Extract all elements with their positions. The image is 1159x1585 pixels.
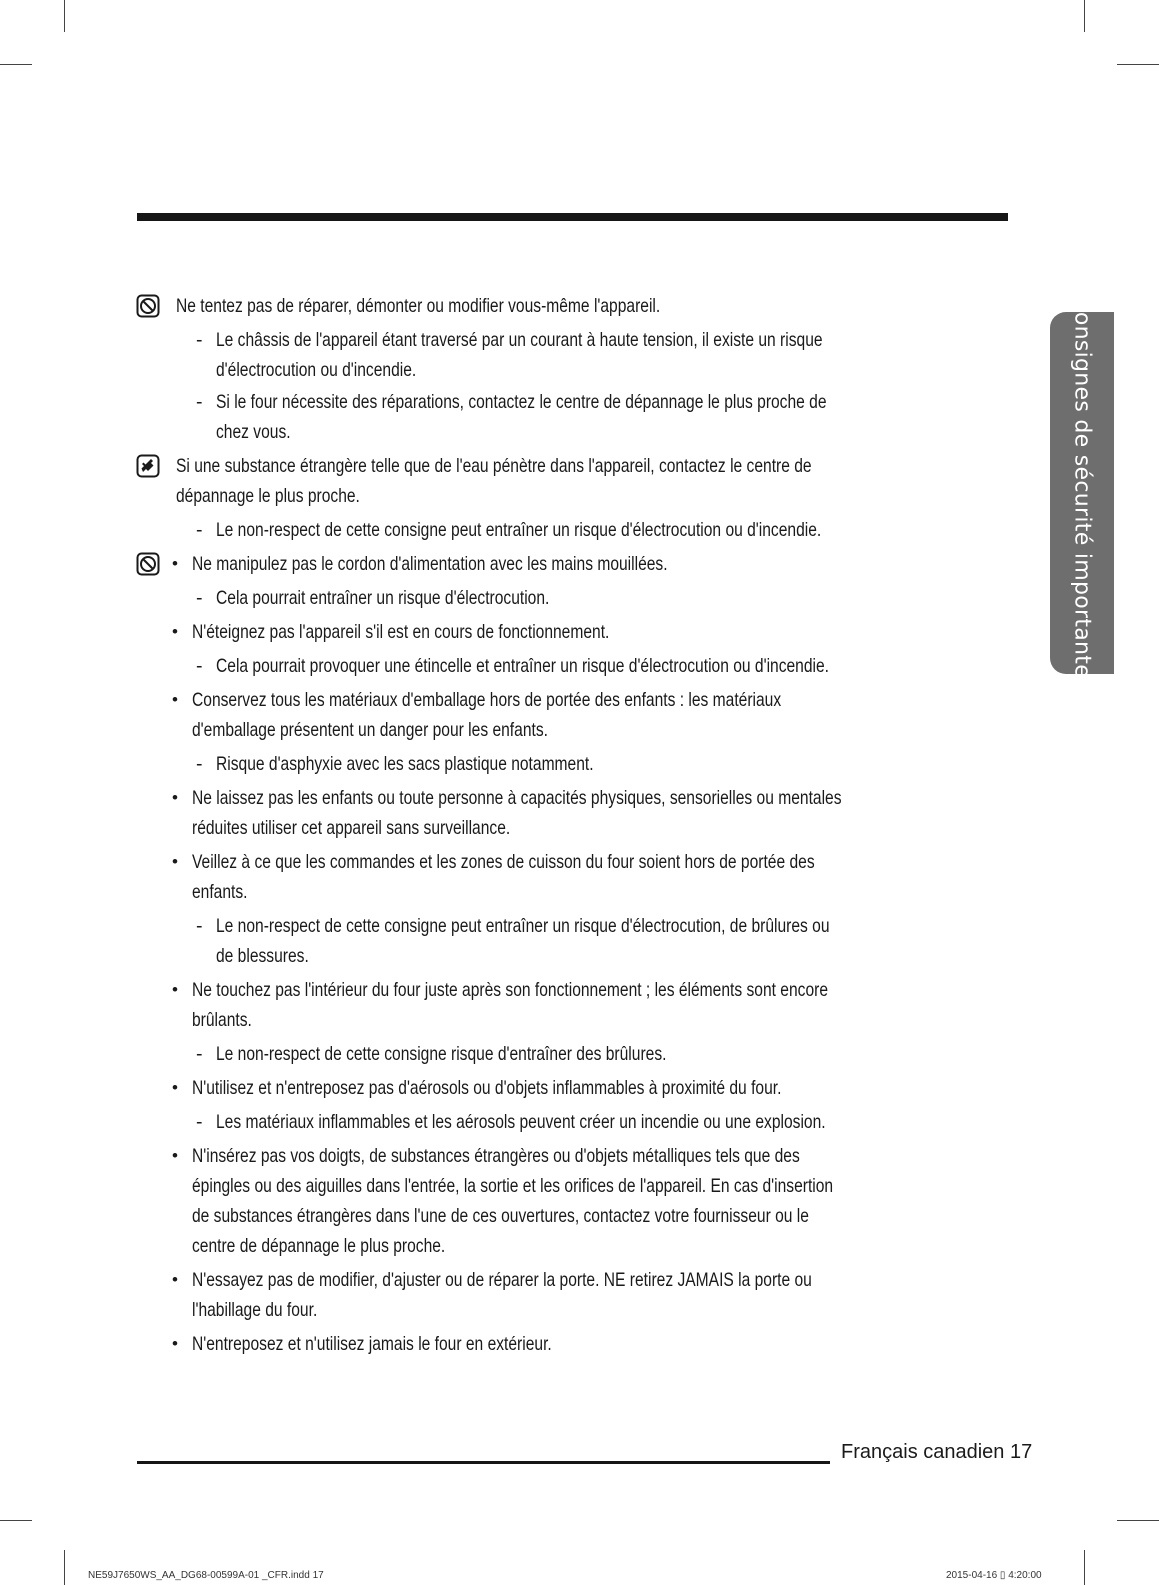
crop-mark — [0, 1520, 32, 1521]
text-line: - Les matériaux inflammables et les aérosols peuvent créer un incendie ou une explosion. — [196, 1111, 826, 1133]
text-line: centre de dépannage le plus proche. — [192, 1235, 446, 1257]
text-line: • Ne touchez pas l'intérieur du four juste après son fonctionnement ; les éléments sont encore — [172, 979, 829, 1001]
text-line: - Cela pourrait entraîner un risque d'électrocution. — [196, 587, 550, 609]
text-line: - Le non-respect de cette consigne risque d'entraîner des brûlures. — [196, 1043, 667, 1065]
text-line: Si une substance étrangère telle que de l'eau pénètre dans l'appareil, contactez le centre de — [176, 455, 812, 477]
text-line: Ne tentez pas de réparer, démonter ou modifier vous-même l'appareil. — [176, 295, 661, 317]
text-line: de substances étrangères dans l'une de ces ouvertures, contactez votre fournisseur ou le — [192, 1205, 809, 1227]
text-line: - Cela pourrait provoquer une étincelle et entraîner un risque d'électrocution ou d'incendie. — [196, 655, 830, 677]
header-rule — [137, 213, 1008, 221]
crop-mark — [1117, 64, 1159, 65]
prohibited-icon — [136, 294, 160, 318]
text-line: - Le châssis de l'appareil étant traversé par un courant à haute tension, il existe un risque — [196, 329, 823, 351]
crop-mark — [1117, 1520, 1159, 1521]
text-line: - Si le four nécessite des réparations, contactez le centre de dépannage le plus proche de — [196, 391, 827, 413]
text-line: d'électrocution ou d'incendie. — [216, 359, 417, 381]
crop-mark — [1084, 0, 1085, 32]
text-line: • Ne manipulez pas le cordon d'alimentation avec les mains mouillées. — [172, 553, 668, 575]
side-tab-label: Consignes de sécurité importantes — [1069, 296, 1095, 690]
text-line: brûlants. — [192, 1009, 252, 1031]
text-line: de blessures. — [216, 945, 309, 967]
text-line: • N'essayez pas de modifier, d'ajuster ou de réparer la porte. NE retirez JAMAIS la porte ou — [172, 1269, 812, 1291]
text-line: - Le non-respect de cette consigne peut entraîner un risque d'électrocution, de brûlures ou — [196, 915, 830, 937]
text-line: réduites utiliser cet appareil sans surveillance. — [192, 817, 511, 839]
section-side-tab — [1050, 296, 1114, 690]
text-line: épingles ou des aiguilles dans l'entrée, la sortie et les orifices de l'appareil. En cas d'insertion — [192, 1175, 834, 1197]
crop-mark — [64, 1550, 65, 1585]
crop-mark — [64, 0, 65, 32]
text-line: chez vous. — [216, 421, 291, 443]
crop-mark — [0, 64, 32, 65]
text-line: dépannage le plus proche. — [176, 485, 360, 507]
crop-mark — [1084, 1550, 1085, 1585]
text-line: • Conservez tous les matériaux d'emballage hors de portée des enfants : les matériaux — [172, 689, 782, 711]
prohibited-icon — [136, 552, 160, 576]
text-line: enfants. — [192, 881, 248, 903]
text-line: • Ne laissez pas les enfants ou toute personne à capacités physiques, sensorielles ou mentales — [172, 787, 842, 809]
slug-file: NE59J7650WS_AA_DG68-00599A-01 _CFR.indd 17 — [88, 1570, 324, 1581]
text-line: l'habillage du four. — [192, 1299, 318, 1321]
slug-date: 2015-04-16 ▯ 4:20:00 — [946, 1570, 1042, 1581]
unplug-icon — [136, 454, 160, 478]
text-line: • N'insérez pas vos doigts, de substances étrangères ou d'objets métalliques tels que des — [172, 1145, 800, 1167]
text-line: • N'entreposez et n'utilisez jamais le four en extérieur. — [172, 1333, 552, 1355]
text-line: • N'utilisez et n'entreposez pas d'aérosols ou d'objets inflammables à proximité du four. — [172, 1077, 782, 1099]
text-line: d'emballage présentent un danger pour les enfants. — [192, 719, 548, 741]
text-line: • N'éteignez pas l'appareil s'il est en cours de fonctionnement. — [172, 621, 610, 643]
text-line: • Veillez à ce que les commandes et les zones de cuisson du four soient hors de portée des — [172, 851, 815, 873]
footer-rule — [137, 1461, 830, 1464]
text-line: - Risque d'asphyxie avec les sacs plastique notamment. — [196, 753, 594, 775]
text-line: - Le non-respect de cette consigne peut entraîner un risque d'électrocution ou d'incendie. — [196, 519, 822, 541]
footer-language-page: Français canadien 17 — [841, 1441, 1033, 1463]
